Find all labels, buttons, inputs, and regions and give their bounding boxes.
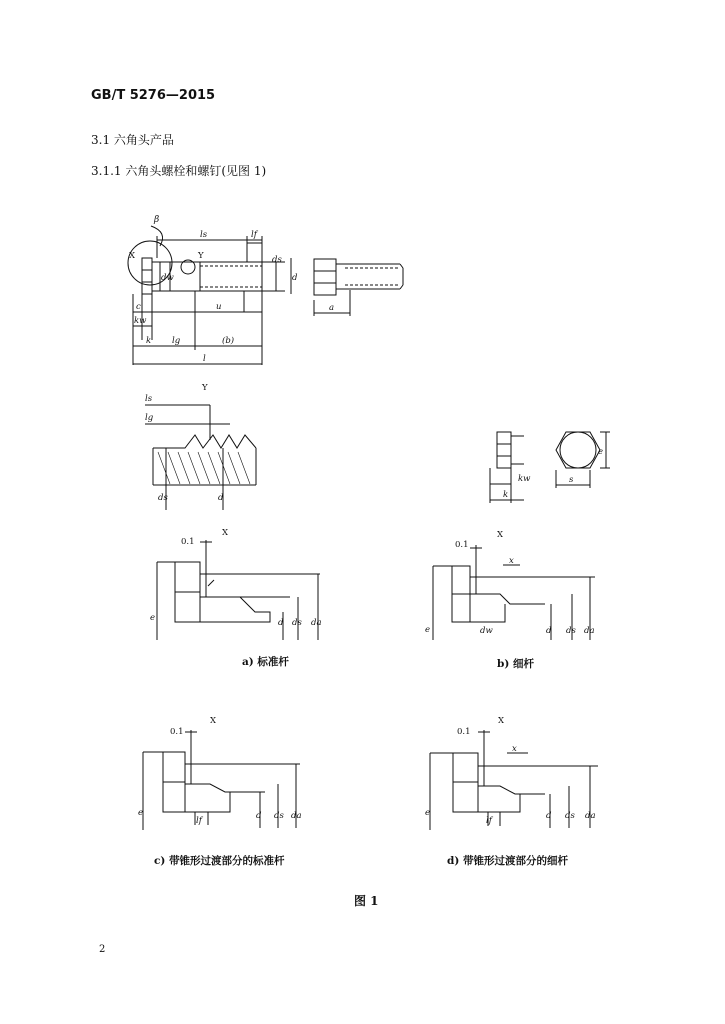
label-a: a: [329, 303, 335, 313]
label-kw-small: kw: [518, 474, 531, 484]
section-heading-3-1-1: 3.1.1 六角头螺栓和螺钉(见图 1): [91, 164, 267, 178]
bolt-front-view: [314, 259, 403, 316]
detail-a-title: X: [222, 528, 229, 538]
section-heading-3-1: 3.1 六角头产品: [91, 133, 174, 147]
detail-d-d: d: [546, 811, 552, 821]
label-s: s: [569, 475, 574, 485]
detail-y-title: Y: [202, 383, 208, 393]
detail-b-dw: dw: [480, 626, 493, 636]
label-ls: ls: [200, 230, 208, 240]
detail-a-d: d: [278, 618, 284, 628]
detail-b-x: x: [509, 556, 514, 566]
label-X: X: [129, 251, 136, 261]
bolt-side-view: [128, 236, 291, 365]
detail-b-d: d: [546, 626, 552, 636]
detail-d-da: da: [585, 811, 596, 821]
label-k-small: k: [503, 490, 509, 500]
detail-c-ds: ds: [274, 811, 284, 821]
detail-d-e: e: [425, 808, 431, 818]
detail-d-01: 0.1: [457, 727, 471, 737]
page-number: 2: [99, 944, 106, 955]
label-d: d: [292, 273, 298, 283]
detail-d-ds: ds: [565, 811, 575, 821]
detail-c-lf: lf: [196, 816, 202, 826]
label-kw: kw: [134, 316, 147, 326]
caption-a: a) 标准杆: [242, 656, 289, 668]
label-lg: lg: [172, 336, 181, 346]
detail-d-lf: lf: [486, 816, 492, 826]
detail-a-ds: ds: [292, 618, 302, 628]
caption-d: d) 带锥形过渡部分的细杆: [447, 855, 568, 867]
detail-b-01: 0.1: [455, 540, 469, 550]
caption-c: c) 带锥形过渡部分的标准杆: [154, 855, 285, 867]
detail-d-title: X: [498, 716, 505, 726]
detail-a-e: e: [150, 613, 156, 623]
detail-d-x: x: [512, 744, 517, 754]
detail-b-ds: ds: [566, 626, 576, 636]
detail-y-ls: ls: [145, 394, 153, 404]
detail-c-d: d: [256, 811, 262, 821]
figure-title: 图 1: [354, 894, 379, 908]
detail-y-ds: ds: [158, 493, 168, 503]
label-u: u: [216, 302, 222, 312]
caption-b: b) 细杆: [497, 658, 534, 670]
standard-code-header: GB/T 5276—2015: [91, 88, 216, 103]
detail-b-title: X: [497, 530, 504, 540]
label-ds: ds: [272, 255, 282, 265]
detail-a-01: 0.1: [181, 537, 195, 547]
label-c: c: [136, 302, 141, 312]
detail-c-01: 0.1: [170, 727, 184, 737]
label-k: k: [146, 336, 152, 346]
label-l: l: [203, 354, 206, 364]
detail-b-da: da: [584, 626, 595, 636]
label-e: e: [598, 447, 604, 457]
detail-c-title: X: [210, 716, 217, 726]
label-b: (b): [222, 336, 235, 346]
label-Y: Y: [198, 251, 204, 261]
label-dw: dw: [161, 273, 174, 283]
detail-y-d: d: [218, 493, 224, 503]
detail-y-lg: lg: [145, 413, 154, 423]
detail-c-da: da: [291, 811, 302, 821]
svg-text:β: β: [154, 215, 160, 225]
detail-c-e: e: [138, 808, 144, 818]
detail-a-da: da: [311, 618, 322, 628]
beta-label: [153, 215, 159, 225]
detail-b-e: e: [425, 625, 431, 635]
label-lf: lf: [251, 230, 257, 240]
